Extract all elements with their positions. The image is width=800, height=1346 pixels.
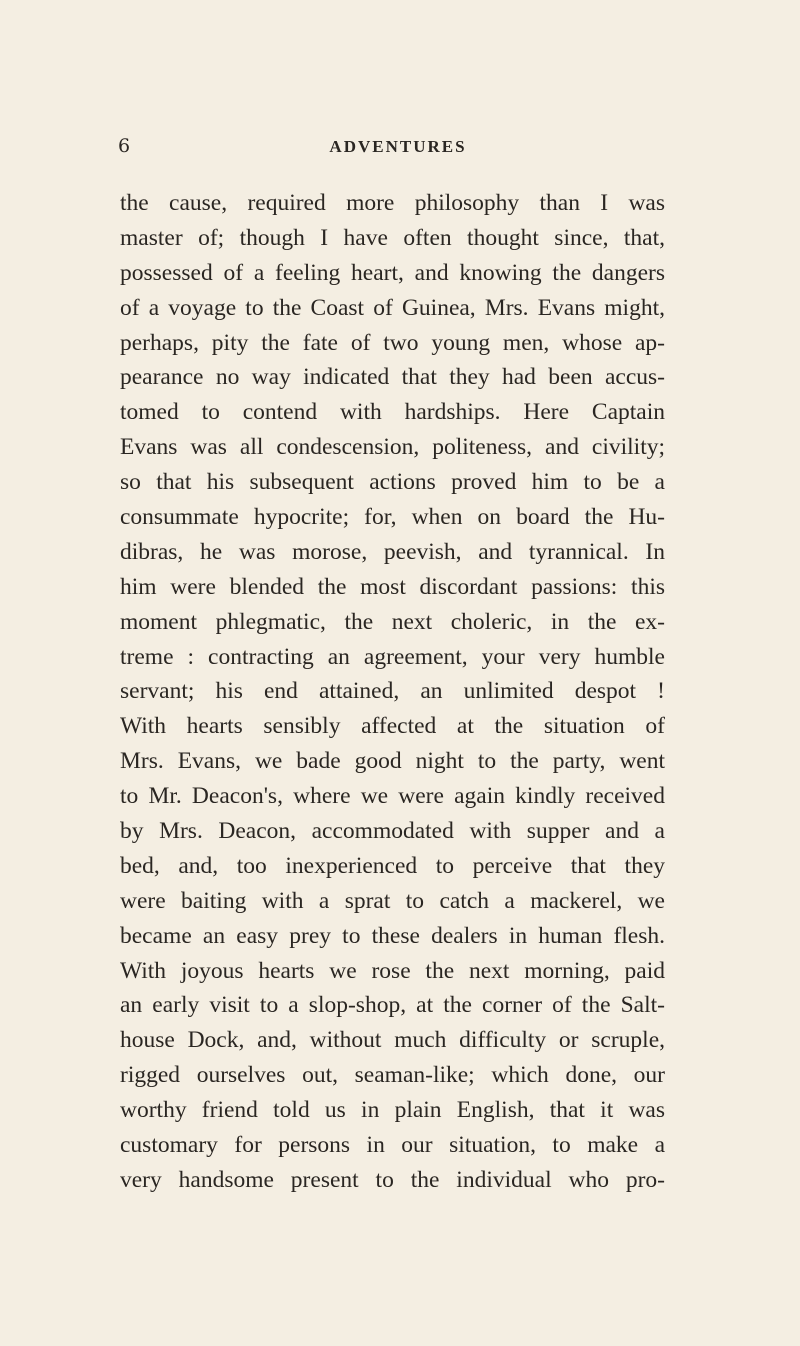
- page-header: [118, 135, 678, 165]
- text-line: treme : contracting an agreement, your very humble: [120, 643, 665, 670]
- text-line: him were blended the most discordant passions: this: [120, 573, 665, 600]
- text-line: perhaps, pity the fate of two young men, whose ap-: [120, 329, 665, 356]
- text-line: to Mr. Deacon's, where we were again kindly received: [120, 783, 665, 810]
- text-line: very handsome present to the individual who pro-: [120, 1166, 665, 1193]
- text-line: consummate hypocrite; for, when on board the Hu-: [120, 504, 665, 531]
- page-number: 6: [118, 135, 131, 157]
- text-line: servant; his end attained, an unlimited despot !: [120, 678, 665, 705]
- text-line: With joyous hearts we rose the next morning, paid: [120, 957, 665, 984]
- text-line: so that his subsequent actions proved him to be a: [120, 469, 665, 496]
- text-line: an early visit to a slop-shop, at the corner of the Salt-: [120, 992, 665, 1019]
- text-line: Evans was all condescension, politeness, and civility;: [120, 434, 665, 461]
- text-line: by Mrs. Deacon, accommodated with supper and a: [120, 818, 665, 845]
- text-line: moment phlegmatic, the next choleric, in the ex-: [120, 608, 665, 635]
- text-line: tomed to contend with hardships. Here Captain: [120, 399, 665, 426]
- text-line: house Dock, and, without much difficulty or scruple,: [120, 1027, 665, 1054]
- text-line: pearance no way indicated that they had been accus-: [120, 364, 665, 391]
- text-line: bed, and, too inexperienced to perceive that they: [120, 852, 665, 879]
- text-line: worthy friend told us in plain English, that it was: [120, 1097, 665, 1124]
- text-line: With hearts sensibly affected at the situation of: [120, 713, 665, 740]
- text-line: customary for persons in our situation, to make a: [120, 1132, 665, 1159]
- text-line: dibras, he was morose, peevish, and tyrannical. In: [120, 538, 665, 565]
- text-line: of a voyage to the Coast of Guinea, Mrs. Evans might,: [120, 294, 665, 321]
- text-line: became an easy prey to these dealers in human flesh.: [120, 922, 665, 949]
- text-line: master of; though I have often thought since, that,: [120, 224, 665, 251]
- running-head: ADVENTURES: [329, 137, 467, 156]
- text-line: Mrs. Evans, we bade good night to the party, went: [120, 748, 665, 775]
- text-line: rigged ourselves out, seaman-like; which done, our: [120, 1062, 665, 1089]
- text-line: possessed of a feeling heart, and knowing the dangers: [120, 259, 665, 286]
- text-line: the cause, required more philosophy than I was: [120, 190, 665, 216]
- text-line: were baiting with a sprat to catch a mackerel, we: [120, 887, 665, 914]
- body-text: [120, 186, 665, 1198]
